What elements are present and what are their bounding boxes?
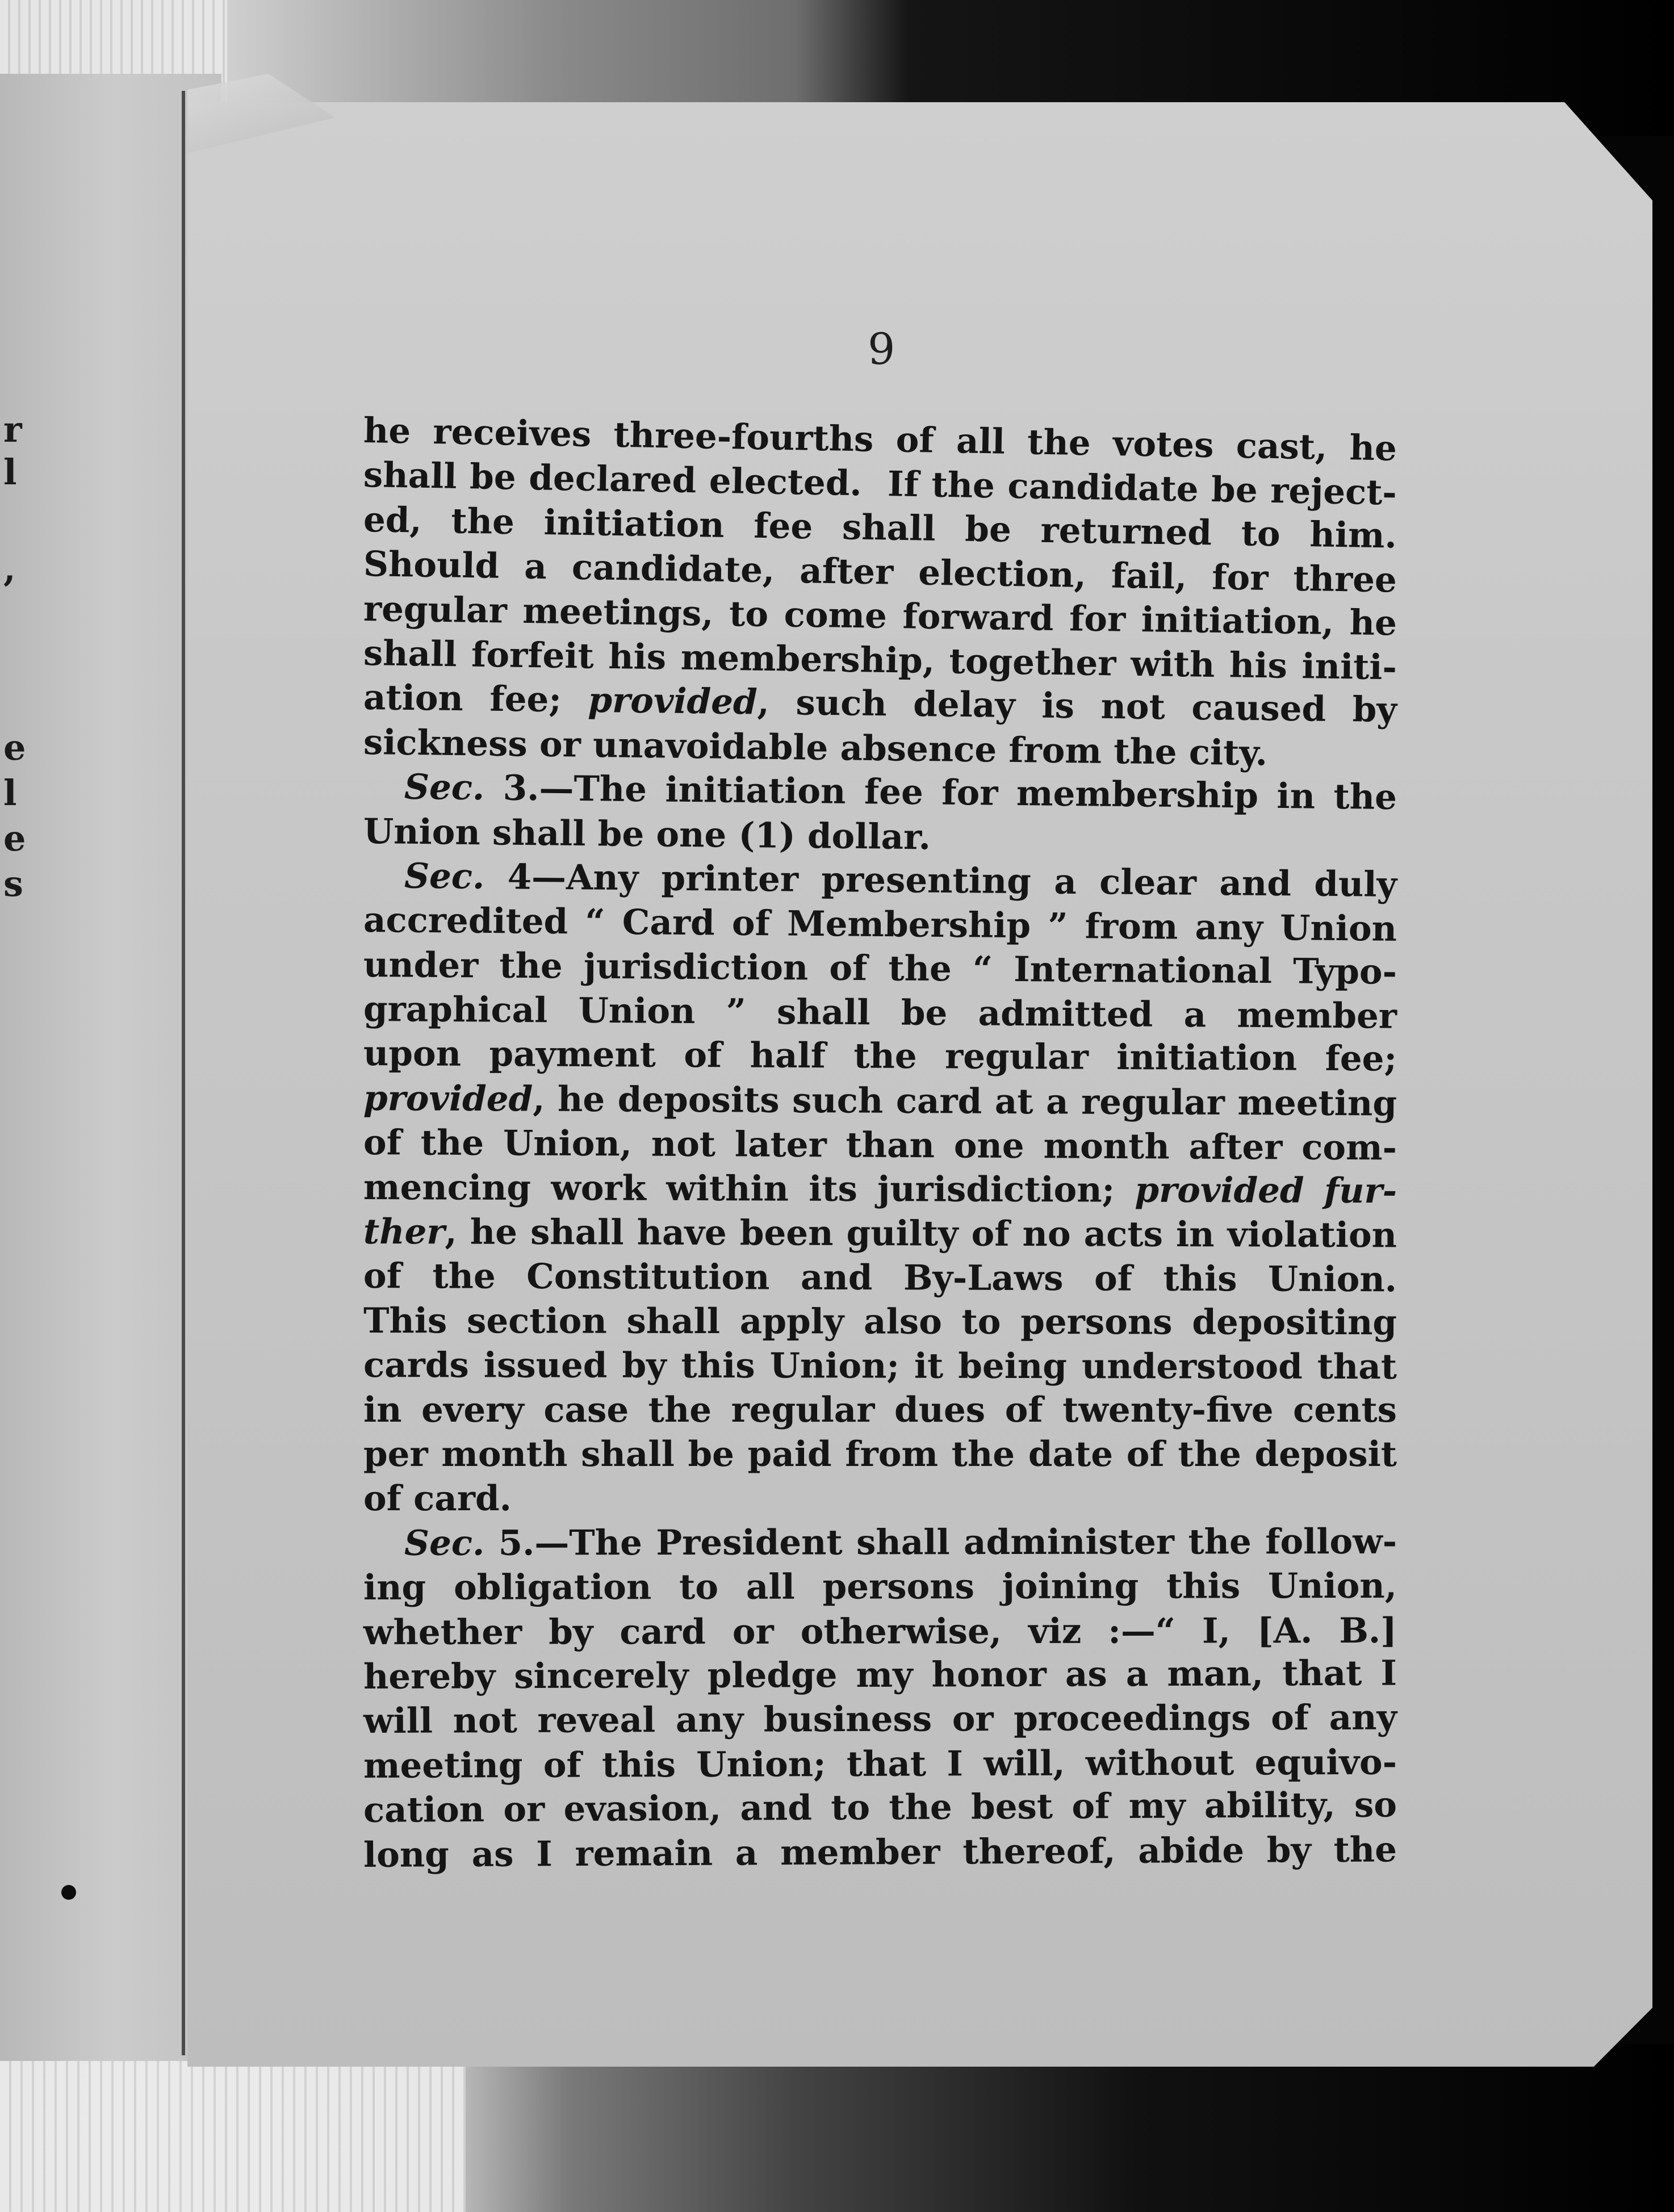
left-edge-letter: e bbox=[3, 818, 26, 859]
text-line: shall be declared elected. If the candidate be reject- bbox=[363, 455, 1397, 514]
text-line: long as I remain a member thereof, abide by the bbox=[363, 1829, 1397, 1875]
left-edge-letter: , bbox=[3, 548, 16, 589]
text-line: in every case the regular dues of twenty-five cents bbox=[363, 1389, 1397, 1430]
text-line: ed, the initiation fee shall be returned to him. bbox=[363, 499, 1397, 556]
text-line bbox=[363, 1210, 1397, 1258]
line-segment: , he deposits such card at a regular meeting bbox=[533, 1079, 1397, 1124]
left-edge-letter: l bbox=[3, 772, 17, 814]
text-line: shall forfeit his membership, together with his initi- bbox=[363, 632, 1397, 688]
italic-segment: Sec. bbox=[404, 856, 485, 897]
text-line: hereby sincerely pledge my honor as a man, that I bbox=[363, 1653, 1397, 1697]
page-number: 9 bbox=[868, 324, 895, 374]
body-text bbox=[363, 409, 1397, 1878]
text-line: cation or evasion, and to the best of my ability, so bbox=[363, 1784, 1397, 1831]
left-edge-letter: e bbox=[3, 727, 26, 768]
text-line: of the Union, not later than one month after com- bbox=[363, 1122, 1397, 1168]
text-line: will not reveal any business or proceedings of any bbox=[363, 1697, 1397, 1742]
text-line: cards issued by this Union; it being understood that bbox=[363, 1345, 1397, 1388]
text-line bbox=[363, 1520, 1397, 1566]
text-line: This section shall apply also to persons depositing bbox=[363, 1300, 1397, 1343]
text-line: regular meetings, to come forward for initiation, he bbox=[363, 588, 1397, 643]
line-segment: 4—Any printer presenting a clear and duly bbox=[484, 856, 1397, 905]
italic-segment: Sec. bbox=[404, 766, 485, 808]
bottom-tape bbox=[0, 2044, 466, 2212]
line-segment: 5.—The President shall administer the follow- bbox=[484, 1521, 1397, 1564]
line-segment: , such delay is not caused by bbox=[757, 682, 1397, 731]
text-line bbox=[363, 1166, 1397, 1214]
text-line: Union shall be one (1) dollar. bbox=[363, 811, 931, 857]
bottom-background-strip bbox=[0, 2044, 1674, 2212]
text-line: he receives three-fourths of all the votes cast, he bbox=[363, 410, 1397, 469]
italic-segment: provided bbox=[588, 680, 758, 723]
italic-segment: provided bbox=[363, 1078, 533, 1120]
text-line: graphical Union ” shall be admitted a member bbox=[363, 989, 1397, 1037]
left-edge-letter: l bbox=[3, 451, 17, 493]
binding-crease bbox=[182, 91, 185, 2055]
text-line bbox=[363, 1076, 1397, 1126]
italic-segment: ther bbox=[363, 1212, 445, 1252]
text-line: meeting of this Union; that I will, without equivo- bbox=[363, 1742, 1397, 1786]
ink-spot bbox=[61, 1885, 76, 1900]
line-segment: , he shall have been guilty of no acts in violation bbox=[445, 1212, 1397, 1256]
text-line: under the jurisdiction of the “ International Typo- bbox=[363, 944, 1397, 992]
italic-segment: provided fur- bbox=[1135, 1170, 1397, 1211]
text-line: sickness or unavoidable absence from the city. bbox=[363, 722, 1268, 774]
left-edge-letter: s bbox=[3, 863, 23, 904]
left-edge-letter: r bbox=[3, 409, 22, 450]
text-line: accredited “ Card of Membership ” from any Union bbox=[363, 900, 1397, 950]
text-line: of the Constitution and By-Laws of this Union. bbox=[363, 1256, 1397, 1300]
line-segment: mencing work within its jurisdiction; bbox=[363, 1167, 1135, 1210]
text-line: of card. bbox=[363, 1478, 512, 1519]
text-line: ing obligation to all persons joining this Union, bbox=[363, 1565, 1397, 1608]
text-line: whether by card or otherwise, viz :—“ I, [A. B.] bbox=[363, 1610, 1397, 1653]
line-segment: ation fee; bbox=[363, 677, 588, 721]
italic-segment: Sec. bbox=[404, 1523, 485, 1564]
text-line: Should a candidate, after election, fail, for three bbox=[363, 544, 1397, 601]
text-line: per month shall be paid from the date of the deposit bbox=[363, 1434, 1397, 1474]
line-segment: 3.—The initiation fee for membership in the bbox=[484, 768, 1397, 818]
text-line: upon payment of half the regular initiation fee; bbox=[363, 1033, 1397, 1079]
